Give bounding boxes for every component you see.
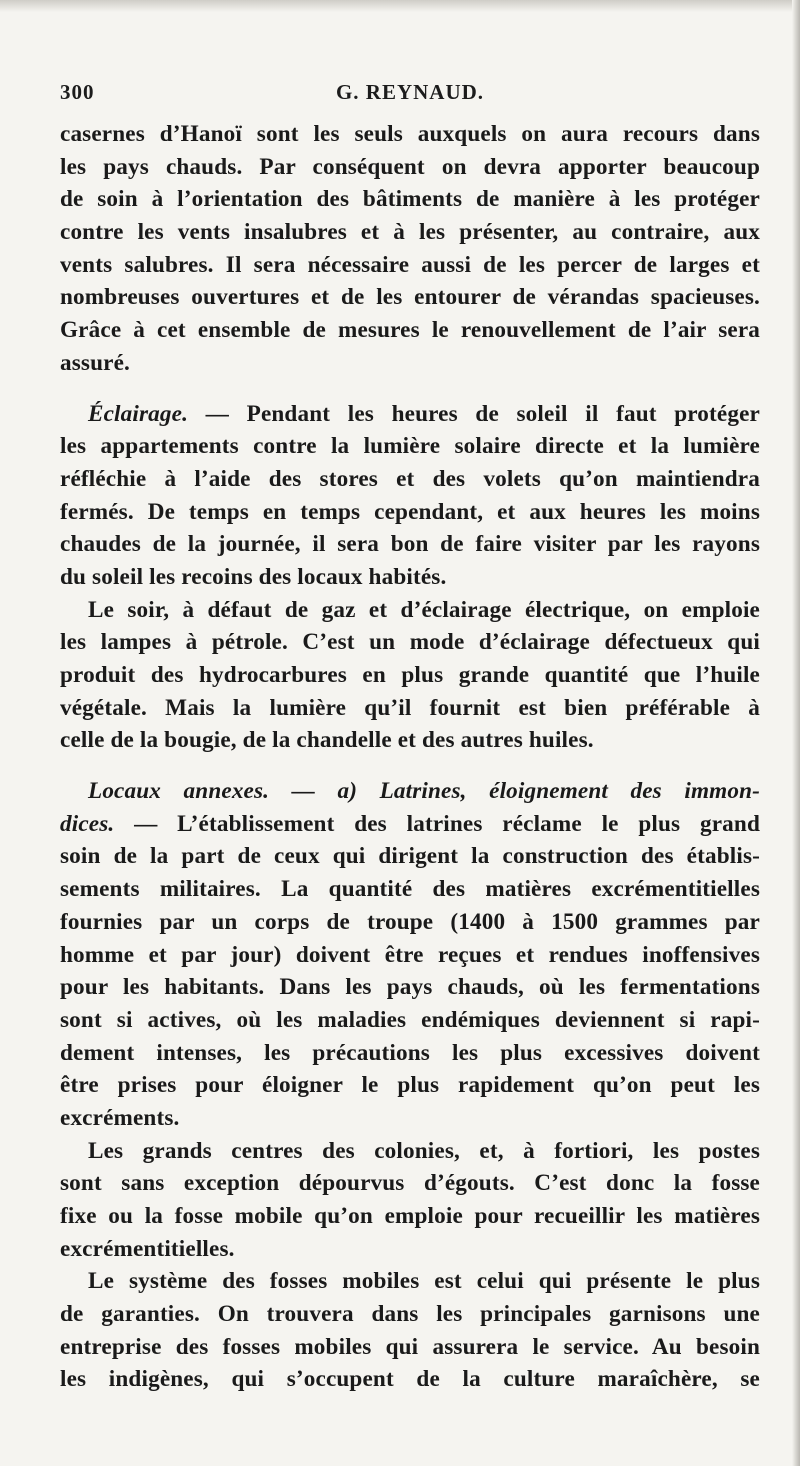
text-line: être prises pour éloigner le plus rapidement qu’on peut les	[60, 1072, 760, 1099]
text-line: les appartements contre la lumière solaire directe et la lumière	[60, 433, 760, 460]
page-number: 300	[60, 80, 95, 104]
text-line: assuré.	[60, 349, 130, 376]
text-line: entreprise des fosses mobiles qui assurera le service. Au besoin	[60, 1333, 760, 1360]
text-line: du soleil les recoins des locaux habités.	[60, 563, 447, 590]
section-heading-eclairage: Éclairage.	[88, 400, 189, 427]
text-line: sont sans exception dépourvus d’égouts. C’est donc la fosse	[60, 1170, 760, 1197]
text-line: vents salubres. Il sera nécessaire aussi de les percer de larges et	[60, 251, 760, 278]
section-heading-locaux-annexes: Locaux annexes. — a) Latrines, éloignement des immon-	[88, 778, 760, 805]
section-heading-continuation	[60, 808, 760, 841]
text-line: fournies par un corps de troupe (1400 à 1500 grammes par	[60, 908, 760, 935]
header-author: G. REYNAUD.	[335, 80, 485, 104]
text-line: de garanties. On trouvera dans les principales garnisons une	[60, 1301, 760, 1328]
section-first-line	[60, 398, 760, 431]
text-line: casernes d’Hanoï sont les seuls auxquels on aura recours dans	[60, 121, 760, 147]
page-top-edge-shadow	[0, 0, 800, 12]
text-line: produit des hydrocarbures en plus grande quantité que l’huile	[60, 662, 760, 688]
text-line: végétale. Mais la lumière qu’il fournit est bien préférable à	[60, 694, 760, 721]
text-line: excrémentitielles.	[60, 1235, 235, 1262]
text-line: excréments.	[60, 1104, 180, 1131]
body-text	[60, 118, 760, 1396]
text-line: sements militaires. La quantité des matières excrémentitielles	[60, 876, 760, 903]
text-line: sont si actives, où les maladies endémiques deviennent si rapi-	[60, 1006, 760, 1033]
text-line: de soin à l’orientation des bâtiments de manière à les protéger	[60, 186, 760, 213]
running-head	[60, 80, 760, 110]
text-line: les indigènes, qui s’occupent de la culture maraîchère, se	[60, 1366, 760, 1393]
text-line: pour les habitants. Dans les pays chauds, où les fermentations	[60, 974, 760, 1001]
paragraph-gap	[60, 757, 760, 775]
paragraph-gap	[60, 380, 760, 398]
text-line: réfléchie à l’aide des stores et des volets qu’on maintiendra	[60, 465, 760, 492]
text-line: les pays chauds. Par conséquent on devra apporter beaucoup	[60, 153, 760, 180]
text-line: chaudes de la journée, il sera bon de faire visiter par les rayons	[60, 531, 760, 558]
text-line: Le système des fosses mobiles est celui qui présente le plus	[88, 1268, 760, 1295]
text-line: soin de la part de ceux qui dirigent la construction des établis-	[60, 843, 760, 870]
text-line: homme et par jour) doivent être reçues et rendues inoffensives	[60, 941, 760, 968]
text-line: dement intenses, les précautions les plus excessives doivent	[60, 1039, 760, 1066]
text-line: fermés. De temps en temps cependant, et aux heures les moins	[60, 498, 760, 525]
text-line: les lampes à pétrole. C’est un mode d’éclairage défectueux qui	[60, 629, 760, 656]
text-line: fixe ou la fosse mobile qu’on emploie pour recueillir les matières	[60, 1203, 760, 1229]
text-line: Les grands centres des colonies, et, à fortiori, les postes	[88, 1137, 760, 1164]
text-line: contre les vents insalubres et à les présenter, au contraire, aux	[60, 219, 760, 246]
text-line: Le soir, à défaut de gaz et d’éclairage électrique, on emploie	[88, 596, 760, 623]
text-line: Grâce à cet ensemble de mesures le renouvellement de l’air sera	[60, 317, 760, 344]
text-fragment-italic: dices.	[60, 810, 115, 837]
text-fragment: — L’établissement des latrines réclame le plus grand	[114, 810, 760, 837]
text-line: nombreuses ouvertures et de les entourer de vérandas spacieuses.	[60, 284, 760, 311]
page-right-edge-shadow	[792, 0, 800, 1466]
text-fragment: — Pendant les heures de soleil il faut protéger	[188, 400, 760, 427]
text-line: celle de la bougie, de la chandelle et des autres huiles.	[60, 727, 594, 754]
